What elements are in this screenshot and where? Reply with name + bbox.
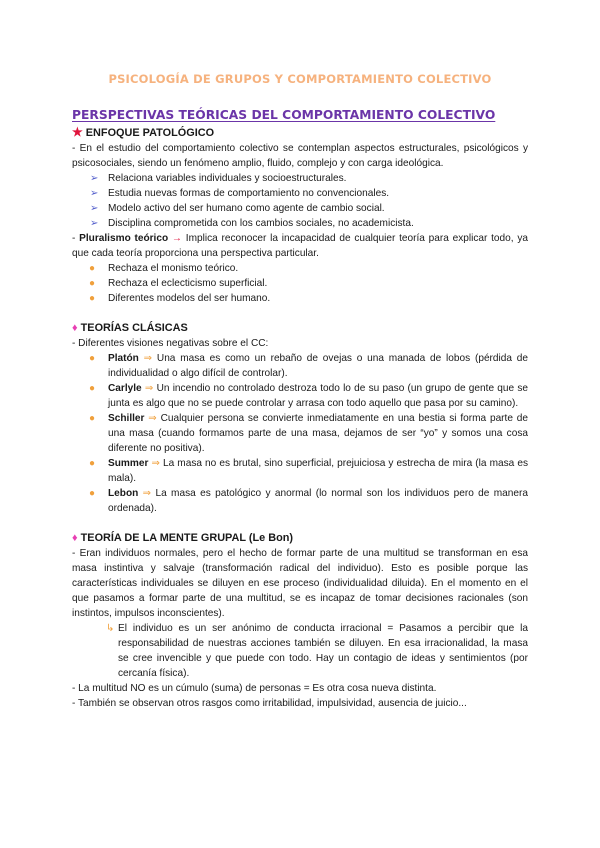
author-item-schiller [72,411,528,456]
section-title: ENFOQUE PATOLÓGICO [85,127,215,139]
author-item-lebon [72,486,528,516]
pluralism-paragraph [72,231,528,261]
orange-dot-icon: ● [89,488,96,499]
list-item [72,276,528,291]
red-arrow-icon: → [171,233,182,244]
page-header-title: PSICOLOGÍA DE GRUPOS Y COMPORTAMIENTO COLECTIVO [108,72,492,86]
pluralism-term: Pluralismo teórico [79,233,169,244]
double-arrow-icon: ⇒ [143,353,153,364]
list-item [90,216,528,231]
section1-arrow-list [72,171,528,231]
double-arrow-icon: ⇒ [148,413,157,424]
author-name: Lebon [108,488,139,499]
arrowhead-bullet-icon: ➢ [90,203,99,214]
pluralism-dot-list [72,261,528,306]
list-item-text: Disciplina comprometida con los cambios sociales, no academicista. [108,218,414,229]
list-item-text: Estudia nuevas formas de comportamiento no convencionales. [108,188,390,199]
list-item-text: Relaciona variables individuales y socioestructurales. [108,173,347,184]
list-item [90,186,528,201]
double-arrow-icon: ⇒ [151,458,160,469]
section3-line3: - También se observan otros rasgos como irritabilidad, impulsividad, ausencia de juicio... [72,698,467,709]
list-item [90,171,528,186]
list-item [72,261,528,276]
arrowhead-bullet-icon: ➢ [90,173,99,184]
orange-dot-icon: ● [89,383,96,394]
double-arrow-icon: ⇒ [144,383,154,394]
author-item-platon [72,351,528,381]
section-title: TEORÍA DE LA MENTE GRUPAL (Le Bon) [80,532,294,544]
orange-dot-icon: ● [89,458,96,469]
list-item-text: Diferentes modelos del ser humano. [108,293,271,304]
author-text: Cualquier persona se convierte inmediatamente en una bestia si forma parte de una masa (cuando formamos parte de una masa, dejamos de ser “yo” y somos una cosa diferente no positiva). [108,413,529,454]
spacer [72,516,528,530]
section-heading-teorias-clasicas [72,320,528,336]
orange-dot-icon: ● [89,263,96,274]
document-content [72,107,528,711]
section2-intro: - Diferentes visiones negativas sobre el CC: [72,338,269,349]
orange-dot-icon: ● [89,353,96,364]
orange-dot-icon: ● [89,293,96,304]
red-star-icon: ★ [72,125,83,139]
orange-dot-icon: ● [89,278,96,289]
author-item-carlyle [72,381,528,411]
spacer [72,306,528,320]
authors-list [72,351,528,516]
author-text: La masa es patológico y anormal (lo normal son los individuos pero de manera ordenada). [108,488,528,514]
note-text: El individuo es un ser anónimo de conducta irracional = Pasamos a percibir que la responsabilidad de nuestras acciones también se diluyen. En esa irracionalidad, la masa se cree invencible y que puede con todo. Hay un contagio de ideas y sentimientos (por cercanía física). [118,623,528,679]
author-name: Schiller [108,413,145,424]
section3-paragraph: - Eran individuos normales, pero el hecho de formar parte de una multitud se transforman en esa masa instintiva y salvaje (transformación radical del individuo). Esto es posible porque las características individuales se diluyen en ese proceso (individualidad diluida). En el momento en el que pasamos a formar parte de una multitud, se es incapaz de tomar decisiones racionales (son instintos, impulsos inconscientes). [72,548,528,619]
author-name: Carlyle [108,383,142,394]
dash-prefix: - [72,233,80,244]
author-text: Un incendio no controlado destroza todo lo de su paso (un grupo de gente que se junta es algo que no se puede controlar y arrasa con todo aquello que pasa por su camino). [108,383,528,409]
list-item-text: Modelo activo del ser humano como agente de cambio social. [108,203,385,214]
section1-intro: - En el estudio del comportamiento colectivo se contemplan aspectos estructurales, psicológicos y psicosociales, siendo un fenómeno amplio, fluido, complejo y con carga ideológica. [72,143,528,169]
author-item-summer [72,456,528,486]
return-arrow-icon: ↳ [106,623,115,634]
orange-dot-icon: ● [89,413,96,424]
list-item [90,201,528,216]
list-item [72,291,528,306]
arrowhead-bullet-icon: ➢ [90,188,99,199]
arrowhead-bullet-icon: ➢ [90,218,99,229]
section-title: TEORÍAS CLÁSICAS [80,322,188,334]
main-heading: PERSPECTIVAS TEÓRICAS DEL COMPORTAMIENTO COLECTIVO [72,108,496,122]
pink-diamond-icon: ♦ [72,322,78,334]
section3-note [72,621,528,681]
pink-diamond-icon: ♦ [72,532,78,544]
list-item-text: Rechaza el eclecticismo superficial. [108,278,268,289]
pluralism-text: Implica reconocer la incapacidad de cualquier teoría para explicar todo, ya que cada teoría proporciona una perspectiva particular. [72,233,528,259]
list-item-text: Rechaza el monismo teórico. [108,263,239,274]
double-arrow-icon: ⇒ [142,488,152,499]
section3-line2: - La multitud NO es un cúmulo (suma) de personas = Es otra cosa nueva distinta. [72,683,437,694]
author-text: La masa no es brutal, sino superficial, prejuiciosa y estrecha de mira (la masa es mala). [108,458,528,484]
author-text: Una masa es como un rebaño de ovejas o una manada de lobos (pérdida de individualidad o algo difícil de controlar). [108,353,529,379]
section-heading-enfoque-patologico [72,124,528,141]
author-name: Platón [108,353,139,364]
section-heading-mente-grupal [72,530,528,546]
author-name: Summer [108,458,149,469]
